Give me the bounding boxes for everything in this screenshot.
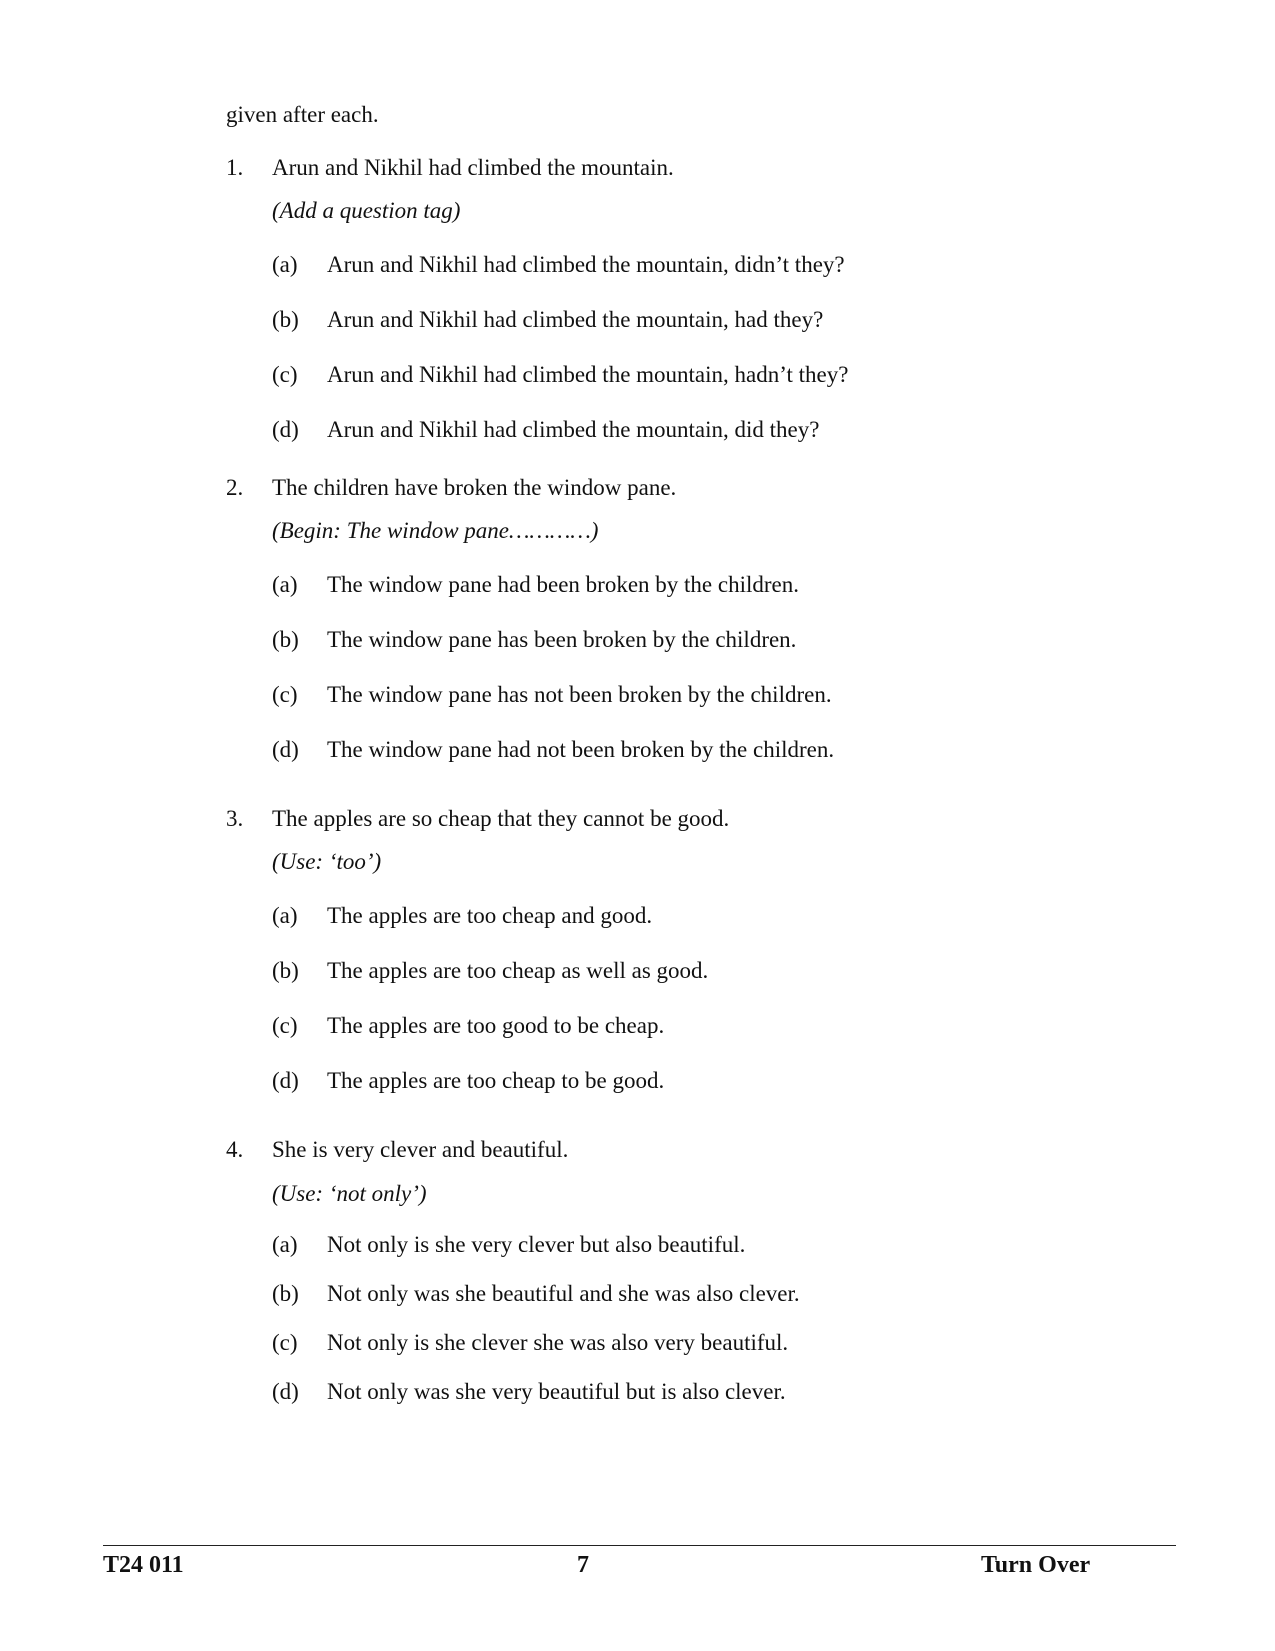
paper-code: T24 011 bbox=[103, 1552, 184, 1578]
footer-divider bbox=[103, 1545, 1176, 1546]
question-instruction: (Add a question tag) bbox=[272, 198, 461, 223]
option-label: (b) bbox=[272, 627, 299, 652]
option-text: The apples are too cheap as well as good. bbox=[327, 958, 709, 983]
page-number: 7 bbox=[577, 1552, 589, 1578]
option-text: The apples are too good to be cheap. bbox=[327, 1013, 665, 1038]
option-label: (b) bbox=[272, 307, 299, 332]
option-text: Arun and Nikhil had climbed the mountain, did they? bbox=[327, 417, 820, 442]
question-instruction: (Use: ‘too’) bbox=[272, 849, 382, 874]
option-label: (a) bbox=[272, 572, 298, 597]
option-text: Not only is she very clever but also beautiful. bbox=[327, 1232, 746, 1257]
option-text: The window pane had not been broken by the children. bbox=[327, 737, 835, 762]
option-text: Not only was she very beautiful but is also clever. bbox=[327, 1379, 786, 1404]
option-text: Not only was she beautiful and she was also clever. bbox=[327, 1281, 800, 1306]
option-text: The apples are too cheap and good. bbox=[327, 903, 653, 928]
option-label: (b) bbox=[272, 1281, 299, 1306]
option-text: The apples are too cheap to be good. bbox=[327, 1068, 665, 1093]
option-text: Arun and Nikhil had climbed the mountain, didn’t they? bbox=[327, 252, 845, 277]
option-label: (b) bbox=[272, 958, 299, 983]
option-label: (a) bbox=[272, 903, 298, 928]
question-stem: She is very clever and beautiful. bbox=[272, 1137, 569, 1162]
question-number: 4. bbox=[226, 1137, 244, 1162]
option-text: The window pane had been broken by the children. bbox=[327, 572, 799, 597]
question-number: 3. bbox=[226, 806, 244, 831]
option-label: (c) bbox=[272, 682, 298, 707]
question-number: 1. bbox=[226, 155, 244, 180]
option-label: (a) bbox=[272, 252, 298, 277]
question-instruction: (Begin: The window pane…………) bbox=[272, 518, 599, 543]
option-text: Arun and Nikhil had climbed the mountain, had they? bbox=[327, 307, 824, 332]
turn-over-label: Turn Over bbox=[981, 1552, 1091, 1578]
question-number: 2. bbox=[226, 475, 244, 500]
option-text: Arun and Nikhil had climbed the mountain, hadn’t they? bbox=[327, 362, 849, 387]
option-label: (d) bbox=[272, 737, 299, 762]
option-label: (d) bbox=[272, 417, 299, 442]
option-label: (d) bbox=[272, 1379, 299, 1404]
question-stem: Arun and Nikhil had climbed the mountain. bbox=[272, 155, 674, 180]
option-label: (a) bbox=[272, 1232, 298, 1257]
option-label: (c) bbox=[272, 362, 298, 387]
option-text: The window pane has not been broken by the children. bbox=[327, 682, 832, 707]
option-text: The window pane has been broken by the children. bbox=[327, 627, 797, 652]
option-label: (c) bbox=[272, 1330, 298, 1355]
question-stem: The apples are so cheap that they cannot be good. bbox=[272, 806, 730, 831]
intro-tail: given after each. bbox=[226, 102, 379, 127]
option-label: (d) bbox=[272, 1068, 299, 1093]
question-instruction: (Use: ‘not only’) bbox=[272, 1181, 427, 1206]
option-text: Not only is she clever she was also very beautiful. bbox=[327, 1330, 789, 1355]
option-label: (c) bbox=[272, 1013, 298, 1038]
question-stem: The children have broken the window pane. bbox=[272, 475, 677, 500]
